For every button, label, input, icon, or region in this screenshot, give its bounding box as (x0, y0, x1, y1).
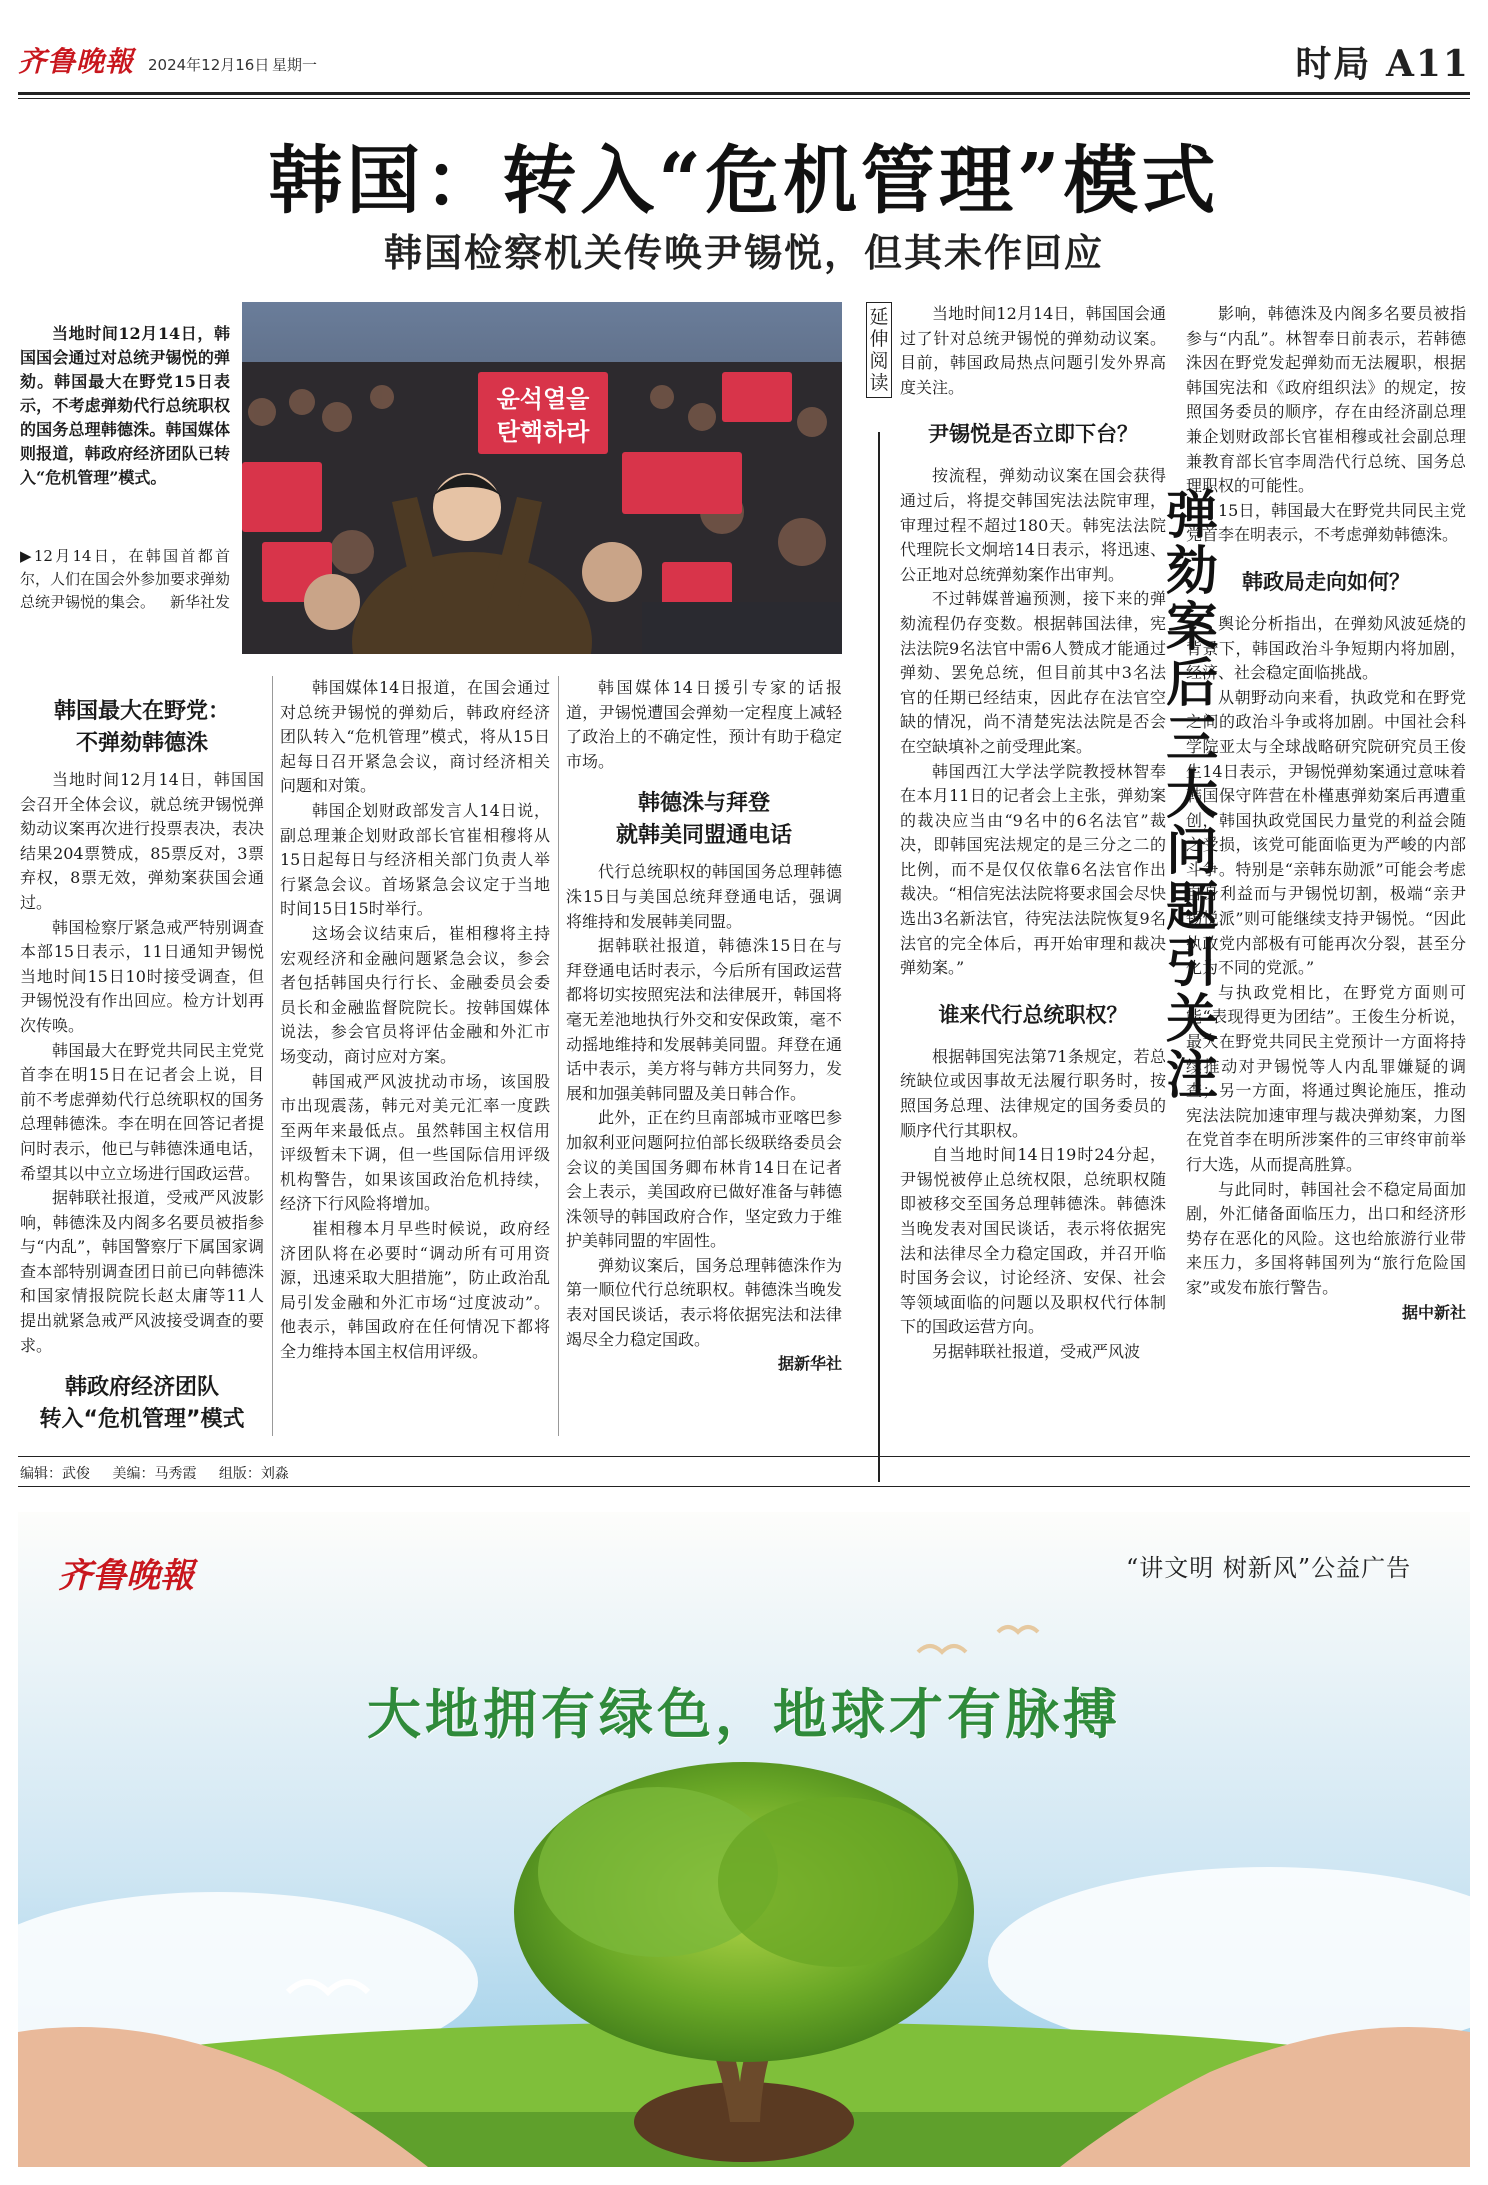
paragraph: 与此同时，韩国社会不稳定局面加剧，外汇储备面临压力，出口和经济形势存在恶化的风险。这也给旅游行业带来压力，多国将韩国列为“旅行危险国家”或发布旅行警告。 (1186, 1179, 1466, 1297)
sidebar-vertical-title: 弹劾案后三大问题引关注 (1165, 485, 1218, 1106)
paragraph: 韩国检察厅紧急戒严特别调查本部15日表示，11日通知尹锡悦当地时间15日10时接受调查，但尹锡悦没有作出回应。检方计划再次传唤。 (20, 917, 264, 1035)
footer-rule (18, 1486, 1470, 1487)
credit-art: 美编：马秀霞 (112, 1466, 197, 1482)
header-rule-thin (18, 98, 1470, 99)
subhead-phone-call-line1: 韩德洙与拜登 (637, 791, 770, 817)
subhead-economic-team-line2: 转入“危机管理”模式 (39, 1407, 245, 1433)
paragraph: 这场会议结束后，崔相穆将主持宏观经济和金融问题紧急会议，参会者包括韩国央行行长、金融委员会委员长和金融监督院院长。按韩国媒体说法，参会官员将评估金融和外汇市场变动，商讨应对方案。 (280, 923, 550, 1066)
article-source: 据新华社 (777, 1354, 842, 1374)
extended-reading-label: 延伸阅读 (866, 302, 892, 398)
section-page-label: 时局 A11 (1295, 43, 1470, 85)
sign-text-line1: 윤석열을 (496, 385, 590, 413)
ad-illustration (18, 1512, 1470, 2167)
paragraph: 韩国企划财政部发言人14日说，副总理兼企划财政部长官崔相穆将从15日起每日与经济相关部门负责人举行紧急会议。首场紧急会议定于当地时间15日15时举行。 (280, 800, 550, 919)
column-divider (558, 676, 559, 1436)
paragraph: 韩国西江大学法学院教授林智奉在本月11日的记者会上主张，弹劾案的裁决应当由“9名中的6名法官”裁决，即韩国宪法规定的是三分之二的比例，而不是仅仅依靠6名法官作出裁决。“相信宪法法院将要求国会尽快选出3名新法官，待宪法法院恢复9名法官的完全体后，再开始审理和裁决弹劾案。” (900, 761, 1166, 978)
paragraph: 韩国媒体14日报道，在国会通过对总统尹锡悦的弹劾后，韩政府经济团队转入“危机管理”模式，将从15日起每日召开紧急会议，商讨经济相关问题和对策。 (280, 678, 550, 796)
article-source: 据中新社 (1401, 1302, 1466, 1322)
paragraph: 与执政党相比，在野党方面则可能“表现得更为团结”。王俊生分析说，最大在野党共同民主党预计一方面将持续推动对尹锡悦等人内乱罪嫌疑的调查；另一方面，将通过舆论施压，推动宪法法院加速审理与裁决弹劾案，力图在党首李在明所涉案件的三审终审前举行大选，从而提高胜算。 (1186, 982, 1466, 1174)
subhead-phone-call-line2: 就韩美同盟通电话 (615, 823, 792, 849)
page-credits (20, 1463, 307, 1483)
subhead-phone-call (566, 788, 842, 852)
protest-photo (242, 302, 842, 654)
subhead-opposition-line1: 韩国最大在野党： (53, 699, 230, 724)
subhead-economic-team (20, 1372, 264, 1436)
paragraph: 根据韩国宪法第71条规定，若总统缺位或因事故无法履行职务时，按照国务总理、法律规定的国务委员的顺序代行其职权。 (900, 1046, 1166, 1140)
sidebar-column-1 (900, 302, 1166, 1365)
sidebar-column-2 (1186, 302, 1466, 1325)
paragraph: 崔相穆本月早些时候说，政府经济团队将在必要时“调动所有可用资源，迅速采取大胆措施”，防止政治乱局引发金融和外汇市场“过度波动”。他表示，韩国政府在任何情况下都将全力维持本国主权信用评级。 (280, 1219, 550, 1362)
issue-date: 2024年12月16日 (148, 56, 270, 74)
header-rule (18, 92, 1470, 95)
photo-credit: 新华社发 (169, 593, 230, 611)
credit-layout: 组版：刘淼 (218, 1466, 289, 1482)
paragraph: 影响，韩德洙及内阁多名要员被指参与“内乱”。林智奉日前表示，若韩德洙因在野党发起弹劾而无法履职，根据韩国宪法和《政府组织法》的规定，按照国务委员的顺序，存在由经济副总理兼企划财政部长官崔相穆或社会副总理兼教育部长官李周浩代行总统、国务总理职权的可能性。 (1186, 304, 1466, 496)
article-column-3 (566, 676, 842, 1377)
public-service-ad (18, 1512, 1470, 2167)
subhead-opposition-line2: 不弹劾韩德洙 (75, 731, 208, 756)
subhead-economic-team-line1: 韩政府经济团队 (64, 1375, 219, 1401)
paragraph: 从朝野动向来看，执政党和在野党之间的政治斗争或将加剧。中国社会科学院亚太与全球战略研究院研究员王俊生14日表示，尹锡悦弹劾案通过意味着韩国保守阵营在朴槿惠弹劾案后再遭重创，韩国执政党国民力量党的利益会随之受损，该党可能面临更为严峻的内部斗争。特别是“亲韩东勋派”可能会考虑自身利益而与尹锡悦切割，极端“亲尹锡悦派”则可能继续支持尹锡悦。“因此执政党内部极有可能再次分裂，甚至分化为不同的党派。” (1186, 687, 1466, 978)
credit-editor: 编辑：武俊 (20, 1466, 90, 1482)
paragraph: 据韩联社报道，受戒严风波影响，韩德洙及内阁多名要员被指参与“内乱”，韩国警察厅下属国家调查本部特别调查团日前已向韩德洙和国家情报院院长赵太庸等11人提出就紧急戒严风波接受调查的要求。 (20, 1188, 264, 1355)
paragraph: 不过韩媒普遍预测，接下来的弹劾流程仍存变数。根据韩国法律，宪法法院9名法官中需6人赞成才能通过弹劾、罢免总统，但目前其中3名法官的任期已经结束，因此存在法官空缺的情况，尚不清楚宪法法院是否会在空缺填补之前受理此案。 (900, 589, 1166, 756)
paragraph: 此外，正在约旦南部城市亚喀巴参加叙利亚问题阿拉伯部长级联络委员会会议的美国国务卿布林肯14日在记者会上表示，美国政府已做好准备与韩德洙领导的韩国政府合作，坚定致力于维护美韩同盟的牢固性。 (566, 1108, 842, 1251)
subhead-step-down: 尹锡悦是否立即下台？ (928, 422, 1138, 447)
footer-rule (18, 1456, 1470, 1457)
paragraph: 韩国戒严风波扰动市场，该国股市出现震荡，韩元对美元汇率一度跌至两年来最低点。虽然韩国主权信用评级暂未下调，但一些国际信用评级机构警告，如果该国政治危机持续，经济下行风险将增加。 (280, 1071, 550, 1214)
paragraph: 自当地时间14日19时24分起，尹锡悦被停止总统权限，总统职权随即被移交至国务总理韩德洙。韩德洙当晚发表对国民谈话，表示将依据宪法和法律尽全力稳定国政，并召开临时国务会议，讨论经济、安保、社会等领域面临的问题以及职权代行体制下的国政运营方向。 (900, 1145, 1166, 1337)
paragraph: 弹劾议案后，国务总理韩德洙作为第一顺位代行总统职权。韩德洙当晚发表对国民谈话，表示将依据宪法和法律竭尽全力稳定国政。 (566, 1255, 842, 1349)
main-headline: 韩国：转入“危机管理”模式 (268, 138, 1220, 224)
issue-weekday: 星期一 (272, 56, 318, 74)
subhead-opposition (20, 696, 264, 760)
subhead-political-direction: 韩政局走向如何？ (1242, 569, 1410, 594)
photo-caption-text: ▶12月14日，在韩国首都首尔，人们在国会外参加要求弹劾总统尹锡悦的集会。 (20, 547, 231, 611)
paragraph: 韩国最大在野党共同民主党党首李在明15日在记者会上说，目前不考虑弹劾代行总统职权的国务总理韩德洙。李在明在回答记者提问时表示，他已与韩德洙通电话，希望其以中立立场进行国政运营。 (20, 1040, 264, 1183)
column-divider (272, 676, 273, 1436)
paragraph: 按流程，弹劾动议案在国会获得通过后，将提交韩国宪法法院审理，审理过程不超过180天。韩宪法法院代理院长文炯培14日表示，将迅速、公正地对总统弹劾案作出审判。 (900, 466, 1166, 584)
paragraph: 15日，韩国最大在野党共同民主党党首李在明表示，不考虑弹劾韩德洙。 (1186, 500, 1466, 545)
paragraph: 舆论分析指出，在弹劾风波延烧的背景下，韩国政治斗争短期内将加剧，经济、社会稳定面临挑战。 (1186, 613, 1466, 683)
protest-photo-illustration (242, 302, 842, 654)
sign-text-line2: 탄핵하라 (496, 418, 590, 446)
lead-paragraph: 当地时间12月14日，韩国国会通过对总统尹锡悦的弹劾。韩国最大在野党15日表示，不考虑弹劾代行总统职权的国务总理韩德洙。韩国媒体则报道，韩政府经济团队已转入“危机管理”模式。 (20, 324, 230, 487)
sidebar-rule (878, 432, 880, 1482)
paragraph: 当地时间12月14日，韩国国会通过了针对总统尹锡悦的弹劾动议案。目前，韩国政局热点问题引发外界高度关注。 (900, 304, 1166, 397)
sub-headline: 韩国检察机关传唤尹锡悦，但其未作回应 (383, 231, 1104, 275)
subhead-acting-president: 谁来代行总统职权？ (938, 1002, 1128, 1027)
paragraph: 代行总统职权的韩国国务总理韩德洙15日与美国总统拜登通电话，强调将维持和发展韩美同盟。 (566, 862, 842, 931)
ad-masthead: 齐鲁晚報 (58, 1556, 194, 1596)
ad-campaign-tag: “讲文明 树新风”公益广告 (1126, 1554, 1412, 1582)
photo-caption (20, 545, 230, 614)
newspaper-masthead: 齐鲁晚報 (18, 45, 135, 78)
article-column-1 (20, 690, 264, 1444)
ad-slogan: 大地拥有绿色，地球才有脉搏 (367, 1682, 1121, 1746)
paragraph: 韩国媒体14日援引专家的话报道，尹锡悦遭国会弹劾一定程度上减轻了政治上的不确定性，预计有助于稳定市场。 (566, 678, 842, 771)
paragraph: 当地时间12月14日，韩国国会召开全体会议，就总统尹锡悦弹劾动议案再次进行投票表决，表决结果204票赞成，85票反对，3票弃权，8票无效，弹劾案获国会通过。 (20, 770, 264, 912)
paragraph: 另据韩联社报道，受戒严风波 (932, 1341, 1141, 1361)
paragraph: 据韩联社报道，韩德洙15日在与拜登通电话时表示，今后所有国政运营都将切实按照宪法和法律展开，韩国将毫无差池地执行外交和安保政策，毫不动摇地维持和发展韩美同盟。拜登在通话中表示，美方将与韩方共同努力，发展和加强美韩同盟及美日韩合作。 (566, 936, 842, 1103)
article-column-2 (280, 676, 550, 1365)
